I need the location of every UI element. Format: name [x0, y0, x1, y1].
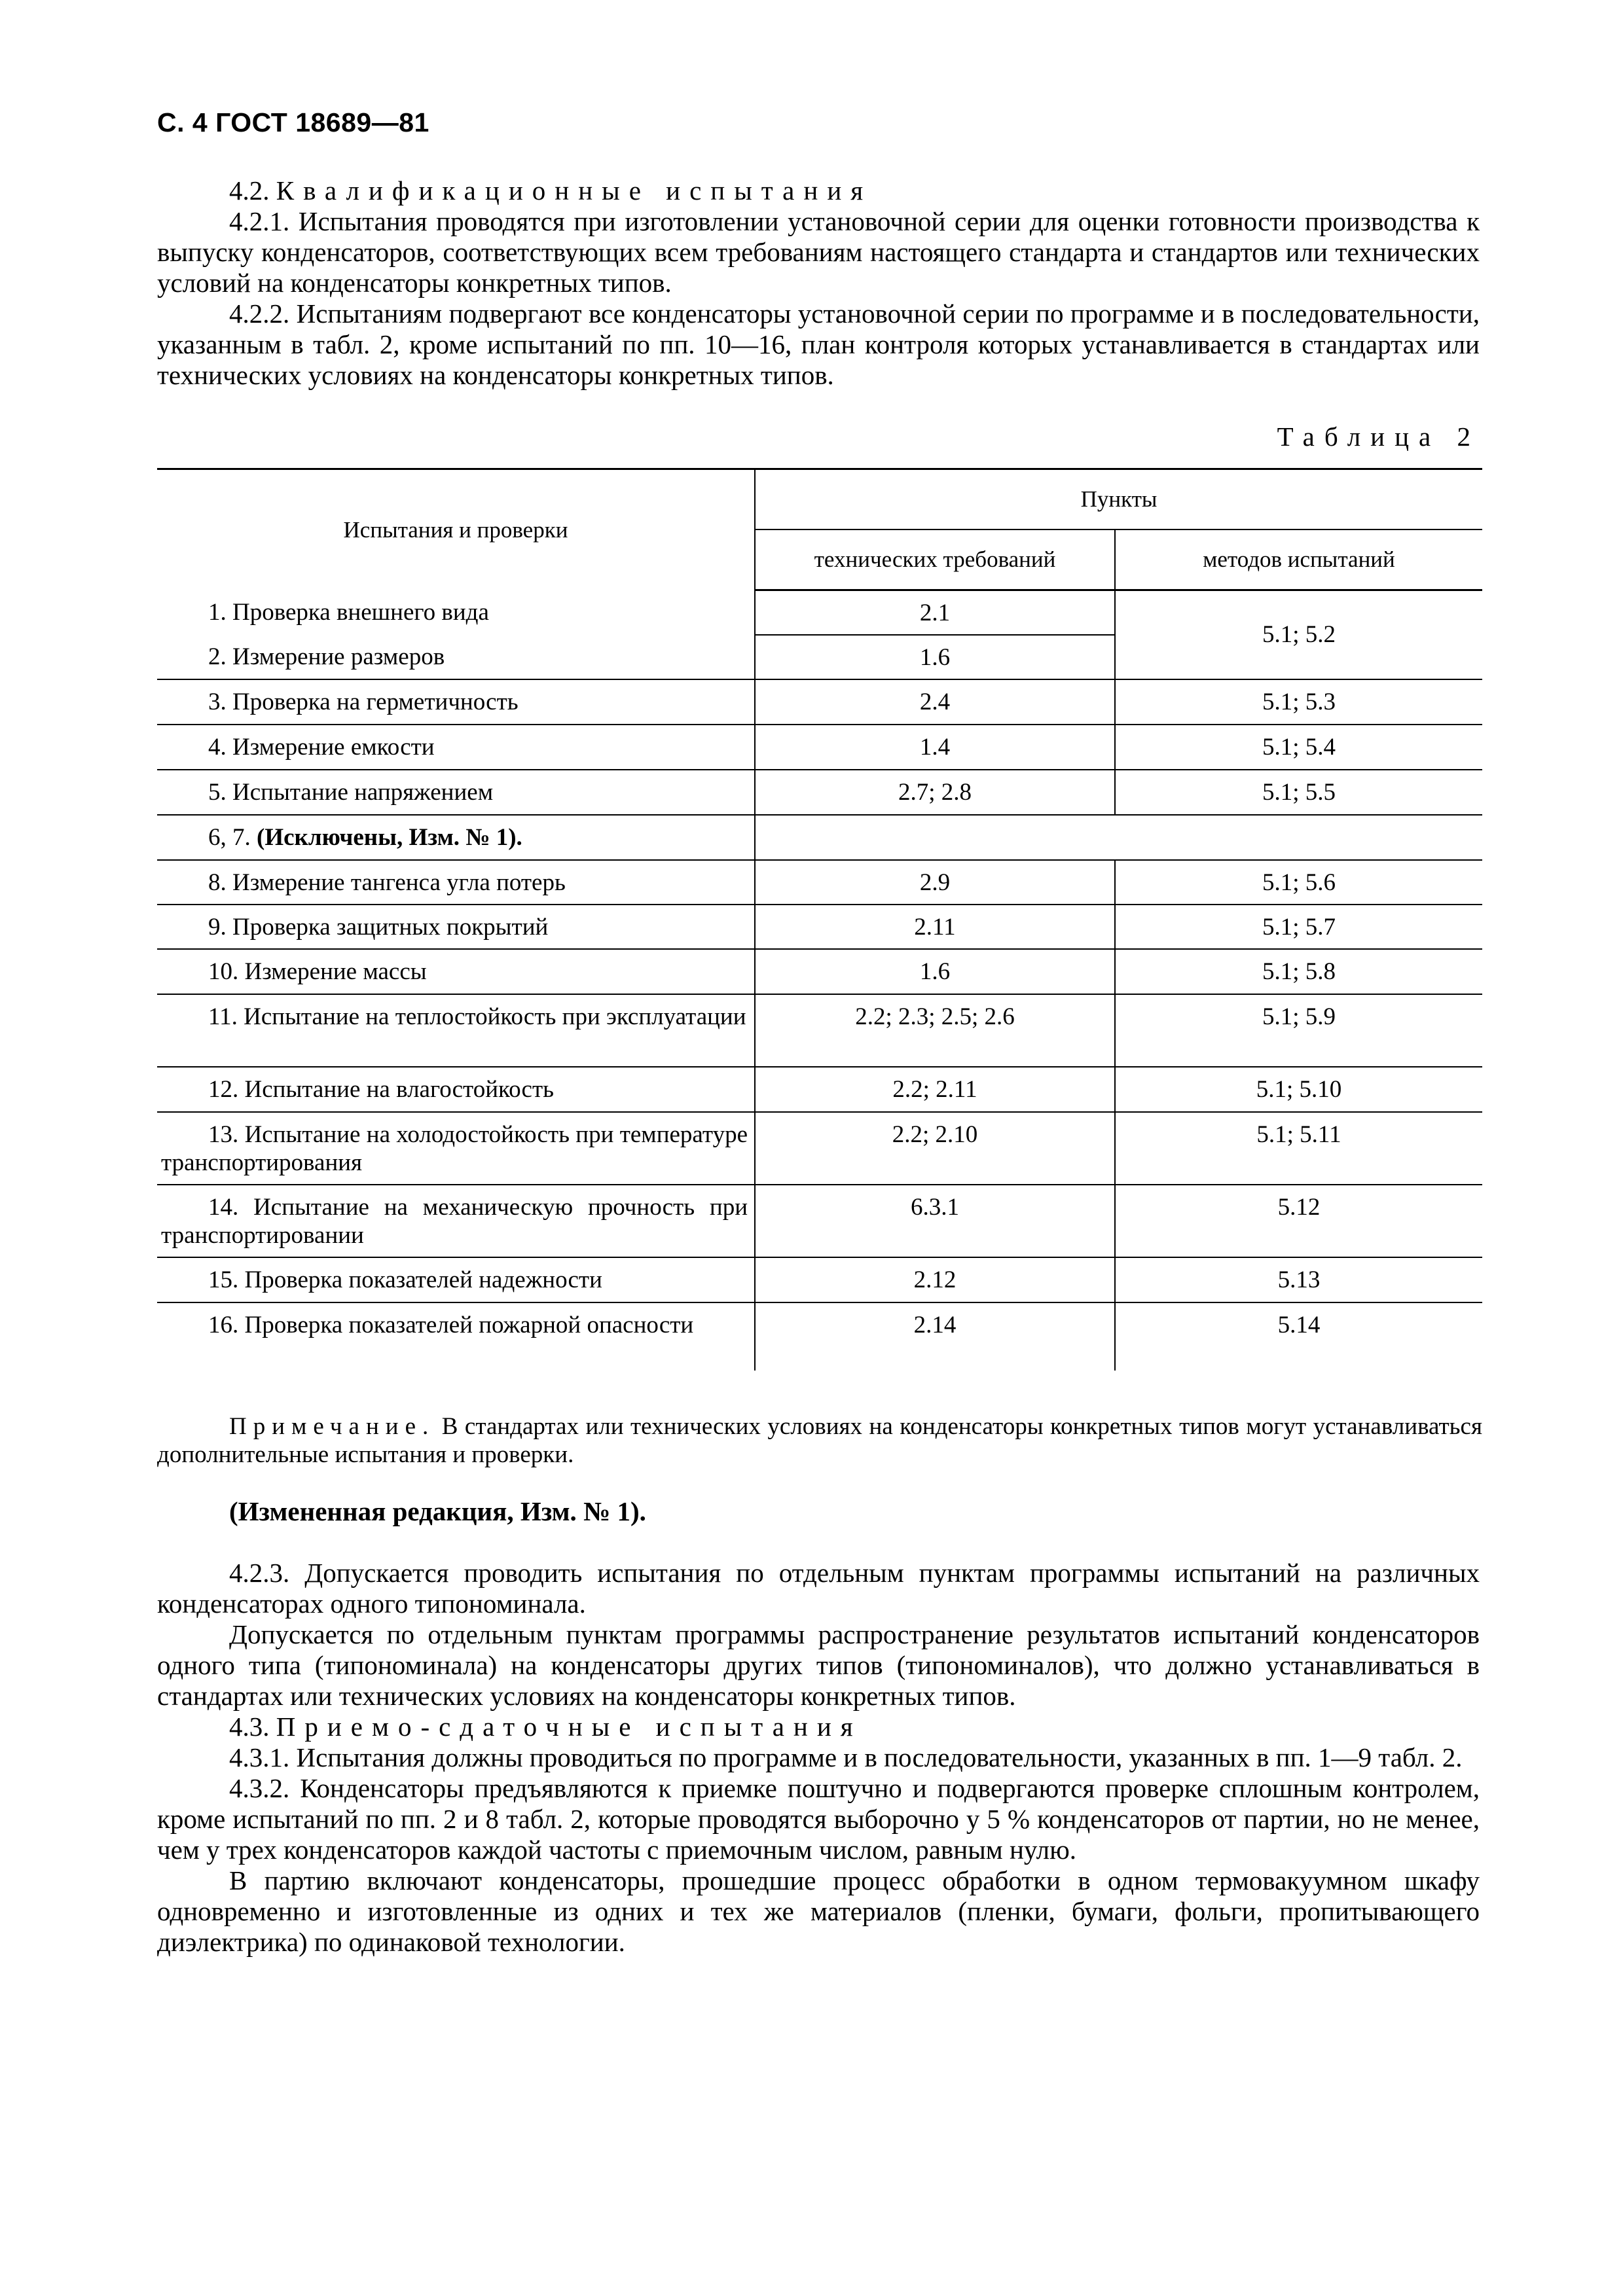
table-row	[157, 1185, 1482, 1257]
method-ref: 5.1; 5.7	[1115, 905, 1482, 949]
paragraph: 4.2.2. Испытаниям подвергают все конденсаторы установочной серии по программе и в последовательности, указанным в табл. 2, кроме испытаний по пп. 10—16, план контроля которых устанавливается в стандартах или технических условиях на конденсаторы конкретных типов.	[157, 298, 1480, 390]
test-name: 9. Проверка защитных покрытий	[157, 905, 755, 949]
table-row	[157, 905, 1482, 949]
table-note	[157, 1412, 1482, 1469]
paragraph: 4.3.1. Испытания должны проводиться по программе и в последовательности, указанных в пп. 1—9 табл. 2.	[229, 1742, 1463, 1772]
note-text: В стандартах или технических условиях на конденсаторы конкретных типов могут устанавливаться дополнительные испытания и проверки.	[157, 1413, 1482, 1468]
method-ref: 5.1; 5.8	[1115, 949, 1482, 994]
table-row	[157, 815, 1482, 860]
column-header-tests: Испытания и проверки	[157, 469, 755, 590]
method-ref: 5.1; 5.11	[1115, 1112, 1482, 1185]
test-name: 14. Испытание на механическую прочность при транспортировании	[157, 1185, 755, 1257]
column-header-methods: методов испытаний	[1115, 529, 1482, 590]
method-ref: 5.1; 5.2	[1115, 590, 1482, 679]
table-row	[157, 1302, 1482, 1371]
tech-ref: 2.12	[755, 1257, 1115, 1302]
paragraph: Допускается по отдельным пунктам программы распространение результатов испытаний конденсаторов одного типа (типономинала) на конденсаторы других типов (типономиналов), что должно устанавливаться в стандартах или технических условиях на конденсаторы конкретных типов.	[157, 1619, 1480, 1711]
table-row	[157, 860, 1482, 905]
table-row	[157, 770, 1482, 815]
note-label: Примечание.	[229, 1413, 435, 1440]
table-row	[157, 725, 1482, 770]
test-name: 12. Испытание на влагостойкость	[157, 1067, 755, 1112]
tech-ref: 1.6	[755, 635, 1115, 679]
tech-ref: 1.6	[755, 949, 1115, 994]
method-ref: 5.1; 5.4	[1115, 725, 1482, 770]
paragraph: 4.3.2. Конденсаторы предъявляются к приемке поштучно и подвергаются проверке сплошным контролем, кроме испытаний по пп. 2 и 8 табл. 2, которые проводятся выборочно у 5 % конденсаторов от партии, но не менее, чем у трех конденсаторов каждой частоты с приемочным числом, равным нулю.	[157, 1773, 1480, 1865]
column-header-points: Пункты	[755, 469, 1482, 529]
test-name: 5. Испытание напряжением	[157, 770, 755, 815]
tests-table	[157, 468, 1482, 1371]
heading-text: Приемо-сдаточные испытания	[276, 1712, 862, 1742]
test-name: 1. Проверка внешнего вида	[208, 598, 489, 626]
table-row	[157, 1257, 1482, 1302]
test-name: 15. Проверка показателей надежности	[157, 1257, 755, 1302]
method-ref: 5.14	[1115, 1302, 1482, 1371]
tech-ref: 1.4	[755, 725, 1115, 770]
test-name: 11. Испытание на теплостойкость при эксплуатации	[157, 994, 755, 1067]
tech-ref: 6.3.1	[755, 1185, 1115, 1257]
heading-number: 4.3.	[229, 1712, 270, 1742]
test-name: 2. Измерение размеров	[157, 635, 755, 679]
test-name: 10. Измерение массы	[157, 949, 755, 994]
table-row	[157, 590, 1482, 635]
test-name: 4. Измерение емкости	[157, 725, 755, 770]
tech-ref: 2.2; 2.3; 2.5; 2.6	[755, 994, 1115, 1067]
tech-ref: 2.14	[755, 1302, 1115, 1371]
method-ref: 5.1; 5.5	[1115, 770, 1482, 815]
test-name-excluded	[157, 815, 755, 860]
test-name: 3. Проверка на герметичность	[157, 679, 755, 725]
tech-ref: 2.2; 2.11	[755, 1067, 1115, 1112]
page-header: С. 4 ГОСТ 18689—81	[157, 107, 429, 137]
section-heading	[157, 1712, 1480, 1742]
tech-ref: 2.11	[755, 905, 1115, 949]
paragraph: В партию включают конденсаторы, прошедшие процесс обработки в одном термовакуумном шкафу одновременно и изготовленные из одних и тех же материалов (пленки, бумаги, фольги, пропитывающего диэлектрика) по одинаковой технологии.	[157, 1865, 1480, 1957]
paragraph: 4.2.3. Допускается проводить испытания по отдельным пунктам программы испытаний на различных конденсаторах одного типономинала.	[157, 1558, 1480, 1619]
method-ref: 5.13	[1115, 1257, 1482, 1302]
test-name: 13. Испытание на холодостойкость при температуре транспортирования	[157, 1112, 755, 1185]
tech-ref: 2.1	[755, 590, 1115, 635]
method-ref: 5.1; 5.3	[1115, 679, 1482, 725]
paragraph: 4.2.1. Испытания проводятся при изготовлении установочной серии для оценки готовности производства к выпуску конденсаторов, соответствующих всем требованиям настоящего стандарта и стандартов или технических условий на конденсаторы конкретных типов.	[157, 206, 1480, 298]
tech-ref: 2.9	[755, 860, 1115, 905]
heading-number: 4.2.	[229, 175, 270, 206]
method-ref: 5.1; 5.6	[1115, 860, 1482, 905]
row-number: 6, 7.	[208, 823, 251, 851]
excluded-note: (Исключены, Изм. № 1).	[257, 823, 522, 851]
section-heading	[157, 175, 1480, 206]
tech-ref: 2.7; 2.8	[755, 770, 1115, 815]
section-4-2-3	[157, 1558, 1480, 1958]
table-row	[157, 1067, 1482, 1112]
table-row	[157, 679, 1482, 725]
method-ref: 5.1; 5.9	[1115, 994, 1482, 1067]
empty-cell	[755, 815, 1482, 860]
tech-ref: 2.2; 2.10	[755, 1112, 1115, 1185]
column-header-tech: технических требований	[755, 529, 1115, 590]
table-row	[157, 1112, 1482, 1185]
table-row	[157, 994, 1482, 1067]
tech-ref: 2.4	[755, 679, 1115, 725]
table-row	[157, 949, 1482, 994]
test-name: 16. Проверка показателей пожарной опасности	[208, 1311, 694, 1338]
heading-text: Квалификационные испытания	[276, 175, 873, 206]
method-ref: 5.12	[1115, 1185, 1482, 1257]
amendment-note: (Измененная редакция, Изм. № 1).	[229, 1496, 646, 1526]
test-name: 8. Измерение тангенса угла потерь	[157, 860, 755, 905]
section-4-2	[157, 175, 1480, 391]
method-ref: 5.1; 5.10	[1115, 1067, 1482, 1112]
table-caption: Таблица 2	[1277, 422, 1480, 452]
